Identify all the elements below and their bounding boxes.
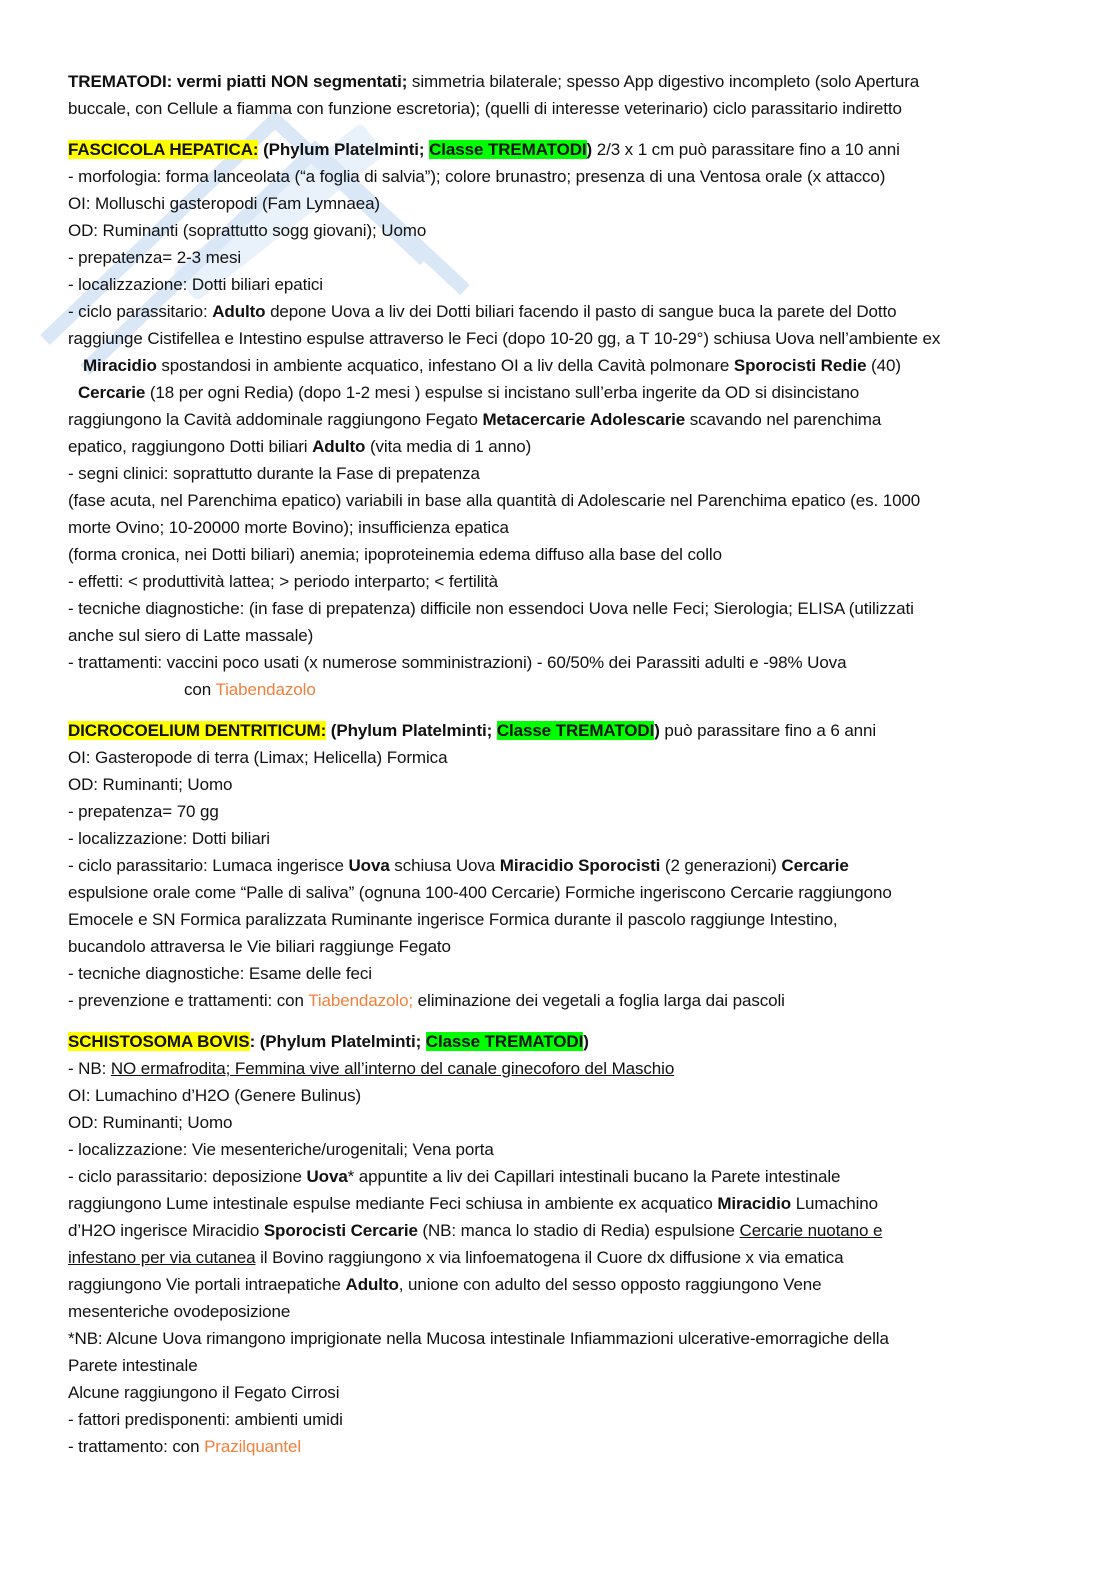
drug-name: Tiabendazolo; (308, 991, 414, 1010)
classe-label: Classe TREMATODI (425, 1032, 584, 1051)
text-span: - ciclo parassitario: (68, 302, 213, 321)
prevenzione-line (68, 987, 1053, 1014)
phylum-label: (Phylum Platelminti; (258, 140, 430, 159)
stage-term: Cercarie (350, 1221, 418, 1240)
stage-term: Adolescarie (589, 410, 686, 429)
localizzazione-line: - localizzazione: Vie mesenteriche/urogenitali; Vena porta (68, 1140, 494, 1159)
text-span: eliminazione dei vegetali a foglia larga dai pascoli (413, 991, 785, 1010)
text-span: Lumachino (791, 1194, 878, 1213)
ciclo-line-4: bucandolo attraversa le Vie biliari raggiunge Fegato (68, 937, 451, 956)
ciclo-line-2 (68, 1190, 1053, 1217)
text-span: * appuntite a liv dei Capillari intestinali bucano la Parete intestinale (347, 1167, 841, 1186)
text-span: - NB: (68, 1059, 111, 1078)
intro-line-1 (68, 68, 1053, 95)
stage-term: Cercarie (78, 383, 146, 402)
text-span: , unione con adulto del sesso opposto raggiungono Vene (398, 1275, 822, 1294)
text-span: raggiungono la Cavità addominale raggiungono Fegato (68, 410, 483, 429)
oi-line: OI: Gasteropode di terra (Limax; Helicella) Formica (68, 748, 448, 767)
stage-term: Miracidio (83, 356, 157, 375)
paren-close: ) (583, 1032, 589, 1051)
fattori-line: - fattori predisponenti: ambienti umidi (68, 1410, 343, 1429)
fase-acuta-line-1: (fase acuta, nel Parenchima epatico) variabili in base alla quantità di Adolescarie nel Parenchima epatico (es. 1000 (68, 491, 921, 510)
text-span: scavando nel parenchima (685, 410, 882, 429)
segni-line: - segni clinici: soprattutto durante la Fase di prepatenza (68, 464, 480, 483)
stage-term: Adulto (345, 1275, 399, 1294)
fasciola-title-line (68, 136, 1053, 163)
ciclo-line-3: Emocele e SN Formica paralizzata Ruminante ingerisce Formica durante il pascolo raggiunge Intestino, (68, 910, 838, 929)
ciclo-line-2: espulsione orale come “Palle di saliva” (ognuna 100-400 Cercarie) Formiche ingeriscono Cercarie raggiungono (68, 883, 892, 902)
localizzazione-line: - localizzazione: Dotti biliari epatici (68, 275, 323, 294)
drug-name: Prazilquantel (204, 1437, 302, 1456)
text-span: - ciclo parassitario: Lumaca ingerisce (68, 856, 349, 875)
nb2-line-2: Parete intestinale (68, 1356, 198, 1375)
prepatenza-line: - prepatenza= 70 gg (68, 802, 219, 821)
text-span: d’H2O ingerisce Miracidio (68, 1221, 264, 1240)
intro-heading: TREMATODI: vermi piatti NON segmentati; (68, 72, 408, 91)
text-span: può parassitare fino a 6 anni (659, 721, 877, 740)
fegato-line: Alcune raggiungono il Fegato Cirrosi (68, 1383, 340, 1402)
localizzazione-line: - localizzazione: Dotti biliari (68, 829, 270, 848)
ciclo-line-5 (68, 406, 1053, 433)
stage-term: Redie (820, 356, 867, 375)
phylum-label: (Phylum Platelminti; (326, 721, 497, 740)
classe-label: Classe TREMATODI (496, 721, 655, 740)
text-span: (NB: manca lo stadio di Redia) espulsione (417, 1221, 740, 1240)
diagnostica-line-1: - tecniche diagnostiche: (in fase di prepatenza) difficile non essendoci Uova nelle Feci; Sierologia; ELISA (utilizzati (68, 599, 914, 618)
ciclo-line-6 (68, 433, 1053, 460)
intro-section (68, 68, 1053, 122)
fasciola-section (68, 136, 1053, 703)
intro-line-2: buccale, con Cellule a fiamma con funzione escretoria); (quelli di interesse veterinario) ciclo parassitario indiretto (68, 99, 902, 118)
underlined-text: Cercarie nuotano e (739, 1221, 883, 1240)
text-span: epatico, raggiungono Dotti biliari (68, 437, 313, 456)
morfologia-line: - morfologia: forma lanceolata (“a foglia di salvia”); colore brunastro; presenza di una Ventosa orale (x attacco) (68, 167, 886, 186)
diagnostica-line-2: anche sul siero di Latte massale) (68, 626, 314, 645)
nb-line (68, 1055, 1053, 1082)
stage-term: Miracidio (717, 1194, 792, 1213)
paren-close: ) (654, 721, 660, 740)
od-line: OD: Ruminanti (soprattutto sogg giovani); Uomo (68, 221, 427, 240)
text-span: (vita media di 1 anno) (365, 437, 532, 456)
paren-close: ) (586, 140, 593, 159)
ciclo-line-3 (68, 352, 1053, 379)
text-span: - ciclo parassitario: deposizione (68, 1167, 307, 1186)
text-span: raggiungono Vie portali intraepatiche (68, 1275, 346, 1294)
text-span: - prevenzione e trattamenti: con (68, 991, 309, 1010)
ciclo-line-1 (68, 1163, 1053, 1190)
stage-term: Adulto (212, 302, 266, 321)
text-span: spostandosi in ambiente acquatico, infestano OI a liv della Cavità polmonare (156, 356, 734, 375)
od-line: OD: Ruminanti; Uomo (68, 1113, 233, 1132)
oi-line: OI: Molluschi gasteropodi (Fam Lymnaea) (68, 194, 380, 213)
ciclo-line-5 (68, 1271, 1053, 1298)
schistosoma-title-line (68, 1028, 1053, 1055)
schistosoma-section (68, 1028, 1053, 1460)
ciclo-line-6: mesenteriche ovodeposizione (68, 1302, 291, 1321)
stage-term: Adulto (312, 437, 366, 456)
ciclo-line-4 (68, 379, 1053, 406)
underlined-text: NO ermafrodita; Femmina vive all’interno del canale ginecoforo del Maschio (110, 1059, 675, 1078)
stage-term: Sporocisti (263, 1221, 346, 1240)
effetti-line: - effetti: < produttività lattea; > periodo interparto; < fertilità (68, 572, 499, 591)
text-span: depone Uova a liv dei Dotti biliari facendo il pasto di sangue buca la parete del Dotto (265, 302, 897, 321)
dicrocoelium-title-line (68, 717, 1053, 744)
fasciola-name: FASCICOLA HEPATICA: (68, 140, 259, 159)
ciclo-line-4 (68, 1244, 1053, 1271)
ciclo-line-1 (68, 852, 1053, 879)
text-span: (18 per ogni Redia) (dopo 1-2 mesi ) espulse si incistano sull’erba ingerite da OD si disincistano (145, 383, 860, 402)
trattamento-line (68, 1433, 1053, 1460)
drug-name: Tiabendazolo (215, 680, 316, 699)
stage-term: Cercarie (781, 856, 849, 875)
text-span: (40) (866, 356, 901, 375)
prepatenza-line: - prepatenza= 2-3 mesi (68, 248, 242, 267)
intro-text: simmetria bilaterale; spesso App digestivo incompleto (solo Apertura (407, 72, 920, 91)
ciclo-line-3 (68, 1217, 1053, 1244)
nb2-line-1: *NB: Alcune Uova rimangono imprigionate nella Mucosa intestinale Infiammazioni ulcerative-emorragiche della (68, 1329, 889, 1348)
ciclo-line-2: raggiunge Cistifellea e Intestino espulse attraverso le Feci (dopo 10-20 gg, a T 10-29°) schiusa Uova nell’ambiente ex (68, 329, 941, 348)
document-body (68, 68, 1053, 1474)
od-line: OD: Ruminanti; Uomo (68, 775, 233, 794)
text-span: (2 generazioni) (660, 856, 782, 875)
text-span: il Bovino raggiungono x via linfoematogena il Cuore dx diffusione x via ematica (255, 1248, 844, 1267)
classe-label: Classe TREMATODI (429, 140, 587, 159)
text-span: schiusa Uova (389, 856, 500, 875)
stage-term: Sporocisti (733, 356, 817, 375)
ciclo-line-1 (68, 298, 1053, 325)
trattamenti-line-2 (68, 676, 1053, 703)
trattamenti-line-1: - trattamenti: vaccini poco usati (x numerose somministrazioni) - 60/50% dei Parassiti adulti e -98% Uova (68, 653, 847, 672)
phylum-label: : (Phylum Platelminti; (249, 1032, 426, 1051)
underlined-text: infestano per via cutanea (68, 1248, 256, 1267)
stage-term: Uova (306, 1167, 348, 1186)
stage-term: Miracidio (499, 856, 574, 875)
diagnostica-line: - tecniche diagnostiche: Esame delle feci (68, 964, 372, 983)
dicrocoelium-section (68, 717, 1053, 1014)
dicrocoelium-name: DICROCOELIUM DENTRITICUM: (68, 721, 327, 740)
fase-acuta-line-2: morte Ovino; 10-20000 morte Bovino); insufficienza epatica (68, 518, 509, 537)
stage-term: Sporocisti (578, 856, 661, 875)
stage-term: Uova (348, 856, 390, 875)
schistosoma-name: SCHISTOSOMA BOVIS (68, 1032, 250, 1051)
text-span: raggiungono Lume intestinale espulse mediante Feci schiusa in ambiente ex acquatico (68, 1194, 718, 1213)
fasciola-size: 2/3 x 1 cm può parassitare fino a 10 anni (592, 140, 900, 159)
text-span: - trattamento: con (68, 1437, 205, 1456)
stage-term: Metacercarie (482, 410, 586, 429)
text-span: con (184, 680, 216, 699)
forma-cronica-line: (forma cronica, nei Dotti biliari) anemia; ipoproteinemia edema diffuso alla base del collo (68, 545, 722, 564)
oi-line: OI: Lumachino d’H2O (Genere Bulinus) (68, 1086, 362, 1105)
